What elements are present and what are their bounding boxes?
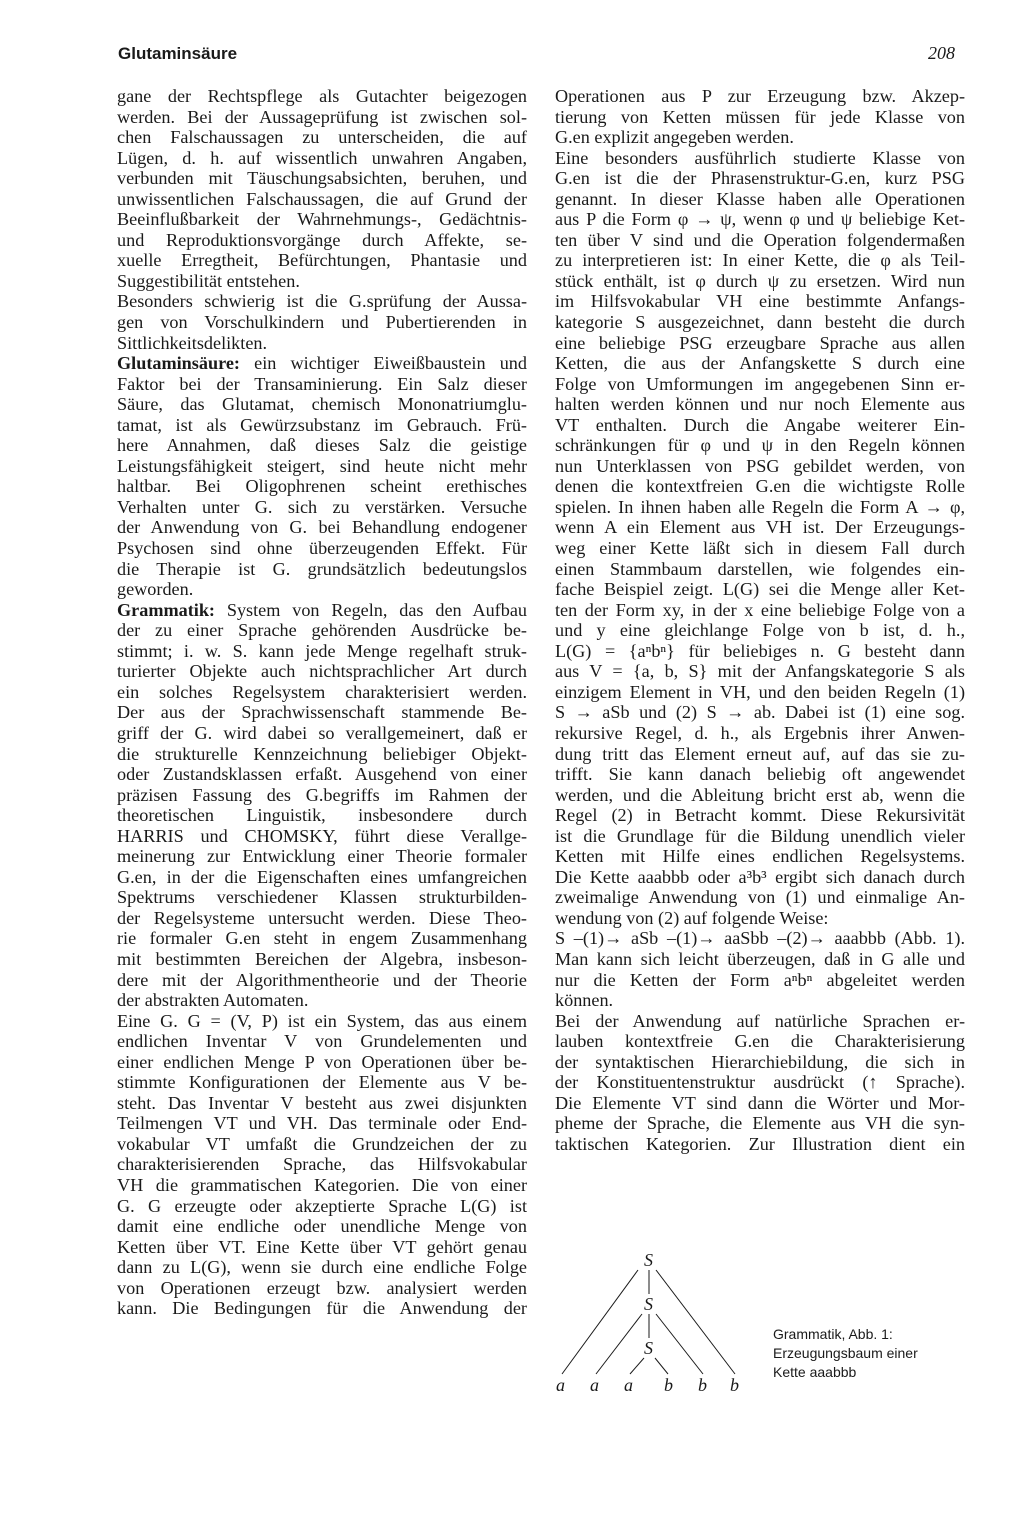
text-line: denen die kontextfreien G.en die wichtigste Rolle [555,476,965,497]
text-line: Eine besonders ausführlich studierte Klasse von [555,147,965,168]
tree-edge [630,1358,644,1374]
text-line: die strukturelle Kennzeichnung beliebiger Objekt- [117,743,527,764]
text-line: dann zu L(G), wenn sie durch eine endliche Folge [117,1257,527,1278]
entry-headword: Glutaminsäure: [117,353,240,374]
entry-headword: Grammatik: [117,599,215,620]
text-line: VT enthalten. Durch die Angabe weiterer Ein- [555,414,965,435]
text-line: Ketten, die aus der Anfangskette S durch eine [555,353,965,374]
text-line: Der aus der Sprachwissenschaft stammende Be- [117,702,527,723]
text-line: Grammatik: System von Regeln, das den Aufbau [117,599,527,620]
text-line: im Hilfsvokabular VH eine bestimmte Anfangs- [555,291,965,312]
text-line: der syntaktischen Hierarchiebildung, die sich in [555,1051,965,1072]
text-line: der Anwendung von G. bei Behandlung endogener [117,517,527,538]
text-line: G. G erzeugte oder akzeptierte Sprache L(G) ist [117,1195,527,1216]
text-line: schränkungen für φ und ψ in den Regeln können [555,435,965,456]
text-line: steht. Das Inventar V besteht aus zwei disjunkten [117,1092,527,1113]
tree-node-mid1: S [644,1294,653,1314]
tree-leaf: a [590,1375,599,1395]
text-line: xuelle Erregtheit, Befürchtungen, Phantasie und [117,250,527,271]
text-line: HARRIS und CHOMSKY, führt diese Verallge- [117,825,527,846]
tree-leaf: a [556,1375,565,1395]
text-line: S –(1)→ aSb –(1)→ aaSbb –(2)→ aaabbb (Abb. 1). [555,928,965,949]
text-line: Die Elemente VT sind dann die Wörter und Mor- [555,1092,965,1113]
right-column [555,86,965,1154]
text-line: trifft. Sie kann danach beliebig oft angewendet [555,764,965,785]
text-line: here Annahmen, daß dieses Salz die geistige [117,435,527,456]
text-line: Bei der Anwendung auf natürliche Sprachen er- [555,1010,965,1031]
text-line: gen von Vorschulkindern und Pubertierenden in [117,312,527,333]
text-line: lauben kontextfreie G.en die Charakterisierung [555,1031,965,1052]
text-line: Die Kette aaabbb oder a³b³ ergibt sich danach durch [555,866,965,887]
text-line: rie formaler G.en steht in engem Zusammenhang [117,928,527,949]
text-line: wendung von (2) auf folgende Weise: [555,907,829,928]
text-line: die Therapie ist G. grundsätzlich bedeutungslos [117,558,527,579]
text-line: nur die Ketten der Form aⁿbⁿ abgeleitet werden [555,969,965,990]
text-line: halten werden können und nur noch Elemente aus [555,394,965,415]
text-line: G.en, in der die Eigenschaften eines umfangreichen [117,866,527,887]
text-line: wenn A ein Element aus VH ist. Der Erzeugungs- [555,517,965,538]
text-line: stück enthält, ist φ durch ψ zu ersetzen. Wird nun [555,270,965,291]
text-line: vokabular VT umfaßt die Grundzeichen der zu [117,1133,527,1154]
text-line: spielen. In ihnen haben alle Regeln die Form A → φ, [555,496,965,517]
text-line: griff der G. wird dabei so verallgemeinert, daß er [117,722,527,743]
text-line: Lügen, d. h. auf wissentlich unwahren Angaben, [117,147,527,168]
text-line: G.en explizit angegeben werden. [555,127,794,148]
text-line: nun Unterklassen von PSG gebildet werden, von [555,455,965,476]
text-line: damit eine endliche oder unendliche Menge von [117,1216,527,1237]
text-line: verbunden mit Täuschungsabsichten, beruhen, und [117,168,527,189]
caption-line: Kette aaabbb [773,1364,857,1380]
text-line: Faktor bei der Transaminierung. Ein Salz dieser [117,373,527,394]
caption-line: Grammatik, Abb. 1: [773,1326,893,1342]
text-line: unwissentlichen Falschaussagen, die auf Grund der [117,188,527,209]
text-line: mit bestimmten Bereichen der Algebra, insbeson- [117,948,527,969]
text-line: Eine G. G = (V, P) ist ein System, das aus einem [117,1010,527,1031]
text-line: dung tritt das Element erneut auf, auf das sie zu- [555,743,965,764]
page-number: 208 [928,43,955,63]
text-line: ein solches Regelsystem charakterisiert werden. [117,681,527,702]
tree-leaf: b [698,1375,707,1395]
text-line: chen Falschaussagen zu unterscheiden, die auf [117,127,527,148]
text-line: Verhalten unter G. sich zu verstärken. Versuche [117,496,527,517]
text-line: haltbar. Bei Oligophrenen scheint erethisches [117,476,527,497]
text-line: rekursive Regel, d. h., als Ergebnis ihrer Anwen- [555,722,965,743]
text-line: ist die Grundlage für die Bildung unendlich vieler [555,825,965,846]
figure-derivation-tree [550,1236,750,1396]
text-line: weg einer Kette läßt sich in diesem Fall durch [555,538,965,559]
text-line: taktischen Kategorien. Zur Illustration dient ein [555,1133,965,1154]
tree-edge [562,1270,638,1374]
text-line: stimmte Konfigurationen der Elemente aus V be- [117,1072,527,1093]
text-line: ten der Form xy, in der x eine beliebige Folge von a [555,599,965,620]
text-line: einen Stammbaum darstellen, wie folgendes ein- [555,558,965,579]
text-line: stimmt; i. w. S. kann jede Menge regelhaft struk- [117,640,527,661]
text-line: der Konstituentenstruktur ausdrückt (↑ Sprache). [555,1072,965,1093]
tree-leaf: b [730,1375,739,1395]
text-line: zweimalige Anwendung von (1) und einmalige An- [555,887,965,908]
text-line: oder Zustandsklassen erfaßt. Ausgehend von einer [117,764,527,785]
text-line: geworden. [117,579,194,600]
text-line: ten über V sind und die Operation folgendermaßen [555,229,965,250]
text-line: genannt. In dieser Klasse haben alle Operationen [555,188,965,209]
tree-edge [655,1358,668,1374]
text-line: aus V = {a, b, S} mit der Anfangskategorie S als [555,661,965,682]
text-line: können. [555,990,614,1011]
text-line: einzigem Element in VH, und den beiden Regeln (1) [555,681,965,702]
text-line: Ketten mit Hilfe eines endlichen Regelsystems. [555,846,965,867]
text-line: der abstrakten Automaten. [117,990,309,1011]
figure-caption [773,1325,973,1382]
text-line: Spektrums verschiedener Klassen strukturbilden- [117,887,527,908]
text-line: Folge von Umformungen im angegebenen Sinn er- [555,373,965,394]
text-line: Man kann sich leicht überzeugen, daß in G alle und [555,948,965,969]
tree-node-mid2: S [644,1338,653,1358]
text-line: zu interpretieren ist: In einer Kette, die φ als Teil- [555,250,965,271]
text-line: einer endlichen Menge P von Operationen über be- [117,1051,527,1072]
text-line: tamat, ist als Gewürzsubstanz im Gebrauch. Frü- [117,414,527,435]
text-line: meinerung zur Entwicklung einer Theorie formaler [117,846,527,867]
text-line: kategorie S ausgezeichnet, dann besteht die durch [555,312,965,333]
text-line: Säure, das Glutamat, chemisch Mononatriumglu- [117,394,527,415]
text-line: Regel (2) in Betracht kommt. Diese Rekursivität [555,805,965,826]
text-line: gane der Rechtspflege als Gutachter beigezogen [117,86,527,106]
text-line: werden, und die Ableitung bricht erst ab, wenn die [555,784,965,805]
tree-edge [596,1314,642,1374]
text-line: turierter Objekte auch nichtsprachlicher Art durch [117,661,527,682]
text-line: Sittlichkeitsdelikten. [117,332,268,353]
text-line: und y eine gleichlange Folge von b ist, d. h., [555,620,965,641]
text-line: S → aSb und (2) S → ab. Dabei ist (1) eine sog. [555,702,965,723]
text-line: VH die grammatischen Kategorien. Die von einer [117,1174,527,1195]
tree-leaf: a [624,1375,633,1395]
text-line: Operationen aus P zur Erzeugung bzw. Akzep- [555,86,965,106]
text-line: der Regelsysteme untersucht werden. Diese Theo- [117,907,527,928]
tree-leaf: b [664,1375,673,1395]
text-line: tierung von Ketten müssen für jede Klasse von [555,106,965,127]
left-column [117,86,527,1319]
text-line: L(G) = {aⁿbⁿ} für beliebiges n. G besteht dann [555,640,965,661]
text-line: der zu einer Sprache gehörenden Ausdrücke be- [117,620,527,641]
text-line: von Operationen erzeugt bzw. analysiert werden [117,1277,527,1298]
text-line: Suggestibilität entstehen. [117,270,300,291]
text-line: eine beliebige PSG erzeugbare Sprache aus allen [555,332,965,353]
text-line: Glutaminsäure: ein wichtiger Eiweißbaustein und [117,353,527,374]
text-line: werden. Bei der Aussageprüfung ist zwischen sol- [117,106,527,127]
text-line: theoretischen Linguistik, insbesondere durch [117,805,527,826]
text-line: Psychosen sind ohne überzeugenden Effekt. Für [117,538,527,559]
tree-node-root: S [644,1250,653,1270]
text-line: Teilmengen VT und VH. Das terminale oder End- [117,1113,527,1134]
text-line: dere mit der Algorithmentheorie und der Theorie [117,969,527,990]
text-line: kann. Die Bedingungen für die Anwendung der [117,1298,527,1319]
tree-edge [656,1270,735,1374]
text-line: fache Beispiel zeigt. L(G) sei die Menge aller Ket- [555,579,965,600]
text-line: pheme der Sprache, die Elemente aus VH die syn- [555,1113,965,1134]
text-line: Leistungsfähigkeit steigert, sind heute nicht mehr [117,455,527,476]
text-line: aus P die Form φ → ψ, wenn φ und ψ beliebige Ket- [555,209,965,230]
page-header-term: Glutaminsäure [118,44,238,63]
text-line: Beeinflußbarkeit der Wahrnehmungs-, Gedächtnis- [117,209,527,230]
caption-line: Erzeugungsbaum einer [773,1345,918,1361]
text-line: charakterisierenden Sprache, das Hilfsvokabular [117,1154,527,1175]
text-line: endlichen Inventar V von Grundelementen und [117,1031,527,1052]
text-line: G.en ist die der Phrasenstruktur-G.en, kurz PSG [555,168,965,189]
text-line: präzisen Fassung des G.begriffs im Rahmen der [117,784,527,805]
text-line: Ketten über VT. Eine Kette über VT gehört genau [117,1236,527,1257]
text-line: und Reproduktionsvorgänge durch Affekte, se- [117,229,527,250]
text-line: Besonders schwierig ist die G.sprüfung der Aussa- [117,291,527,312]
